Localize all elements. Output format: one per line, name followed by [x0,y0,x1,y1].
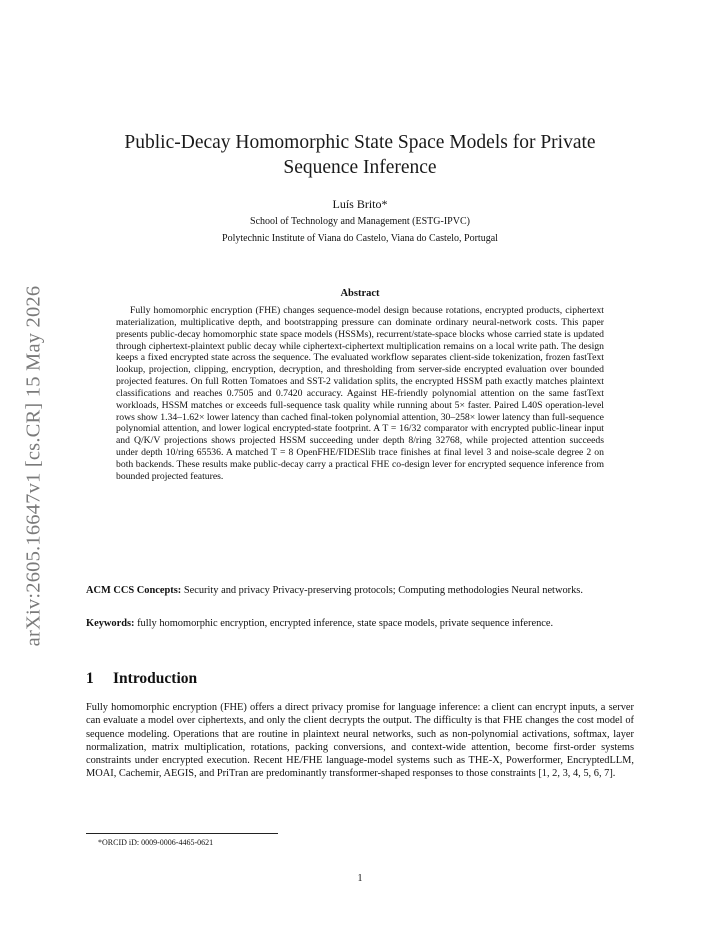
footnote-divider [86,833,278,834]
affiliation-line-2: Polytechnic Institute of Viana do Castelo, Viana do Castelo, Portugal [222,233,498,244]
ccs-text: Security and privacy Privacy-preserving protocols; Computing methodologies Neural networks. [183,585,583,596]
affiliation-line-1: School of Technology and Management (ESTG-IPVC) [250,216,470,227]
abstract-text: Fully homomorphic encryption (FHE) changes sequence-model design because rotations, encrypted products, ciphertext materialization, multiplicative depth, and bootstrapping pressure can dominate ordinary neural-network costs. This paper presents public-decay homomorphic state space models (HSSMs), recurrent/state-space blocks whose carried state is updated through ciphertext-plaintext public decay while ciphertext-ciphertext multiplication remains on a local write path. The design keeps a fixed encrypted state across the sequence. The evaluated workflow separates client-side tokenization, frozen fastText lookup, projection, clipping, encryption, decryption, and thresholding from server-side encrypted evaluation over bounded projected features. On full Rotten Tomatoes and SST-2 validation splits, the encrypted HSSM path exactly matches plaintext classifications and reaches 0.7505 and 0.7420 accuracy. Against HE-friendly polynomial attention on the same fastText workloads, HSSM matches or exceeds full-sequence task quality while running about 5× faster. Paired L40S operation-level rows show 1.34–1.62× lower latency than cached final-token polynomial attention, 30–258× lower latency than full-sequence polynomial attention, and lower logical encrypted-state footprint. A T = 16/32 comparator with encrypted public-linear input and Q/K/V projections shows projected HSSM succeeding under depth 8/ring 32768, while projected attention succeeds under depth 10/ring 65536. A matched T = 8 OpenFHE/FIDESlib trace finishes at final level 3 and noise-scale degree 2 on both backends. These results make public-decay carry a practical FHE co-design lever for encrypted sequence inference from bounded projected features. [116,305,604,482]
footnote-orcid: *ORCID iD: 0009-0006-4465-0621 [98,838,214,847]
page-number: 1 [357,873,363,884]
acm-ccs-concepts [86,584,634,597]
arxiv-sidebar-stamp: arXiv:2605.16647v1 [cs.CR] 15 May 2026 [22,285,45,647]
keywords-text: fully homomorphic encryption, encrypted inference, state space models, private sequence inference. [137,618,554,629]
keywords [86,617,634,630]
abstract-heading: Abstract [340,288,380,299]
paper-title: Public-Decay Homomorphic State Space Models for Private Sequence Inference [124,132,596,178]
introduction-paragraph: Fully homomorphic encryption (FHE) offers a direct privacy promise for language inference: a client can encrypt inputs, a server can evaluate a model over ciphertexts, and only the client decrypts the output. The difficulty is that FHE changes the cost model of sequence modeling. Operations that are routine in plaintext neural networks, such as non-polynomial activations, softmax, layer normalization, matrix multiplication, rotations, packing conversions, and context-wide attention, become first-order systems constraints under encrypted execution. Recent HE/FHE language-model systems such as THE-X, Powerformer, EncryptedLLM, MOAI, Cachemir, AEGIS, and PriTran are predominantly transformer-shaped responses to those constraints [1, 2, 3, 4, 5, 6, 7]. [86,702,634,780]
section-heading-introduction [86,670,197,688]
paper-page [86,0,634,932]
section-number: 1 [86,670,94,687]
section-title: Introduction [113,670,198,687]
ccs-label: ACM CCS Concepts: [86,585,182,596]
keywords-label: Keywords: [86,618,135,629]
author-name: Luís Brito* [332,197,388,211]
